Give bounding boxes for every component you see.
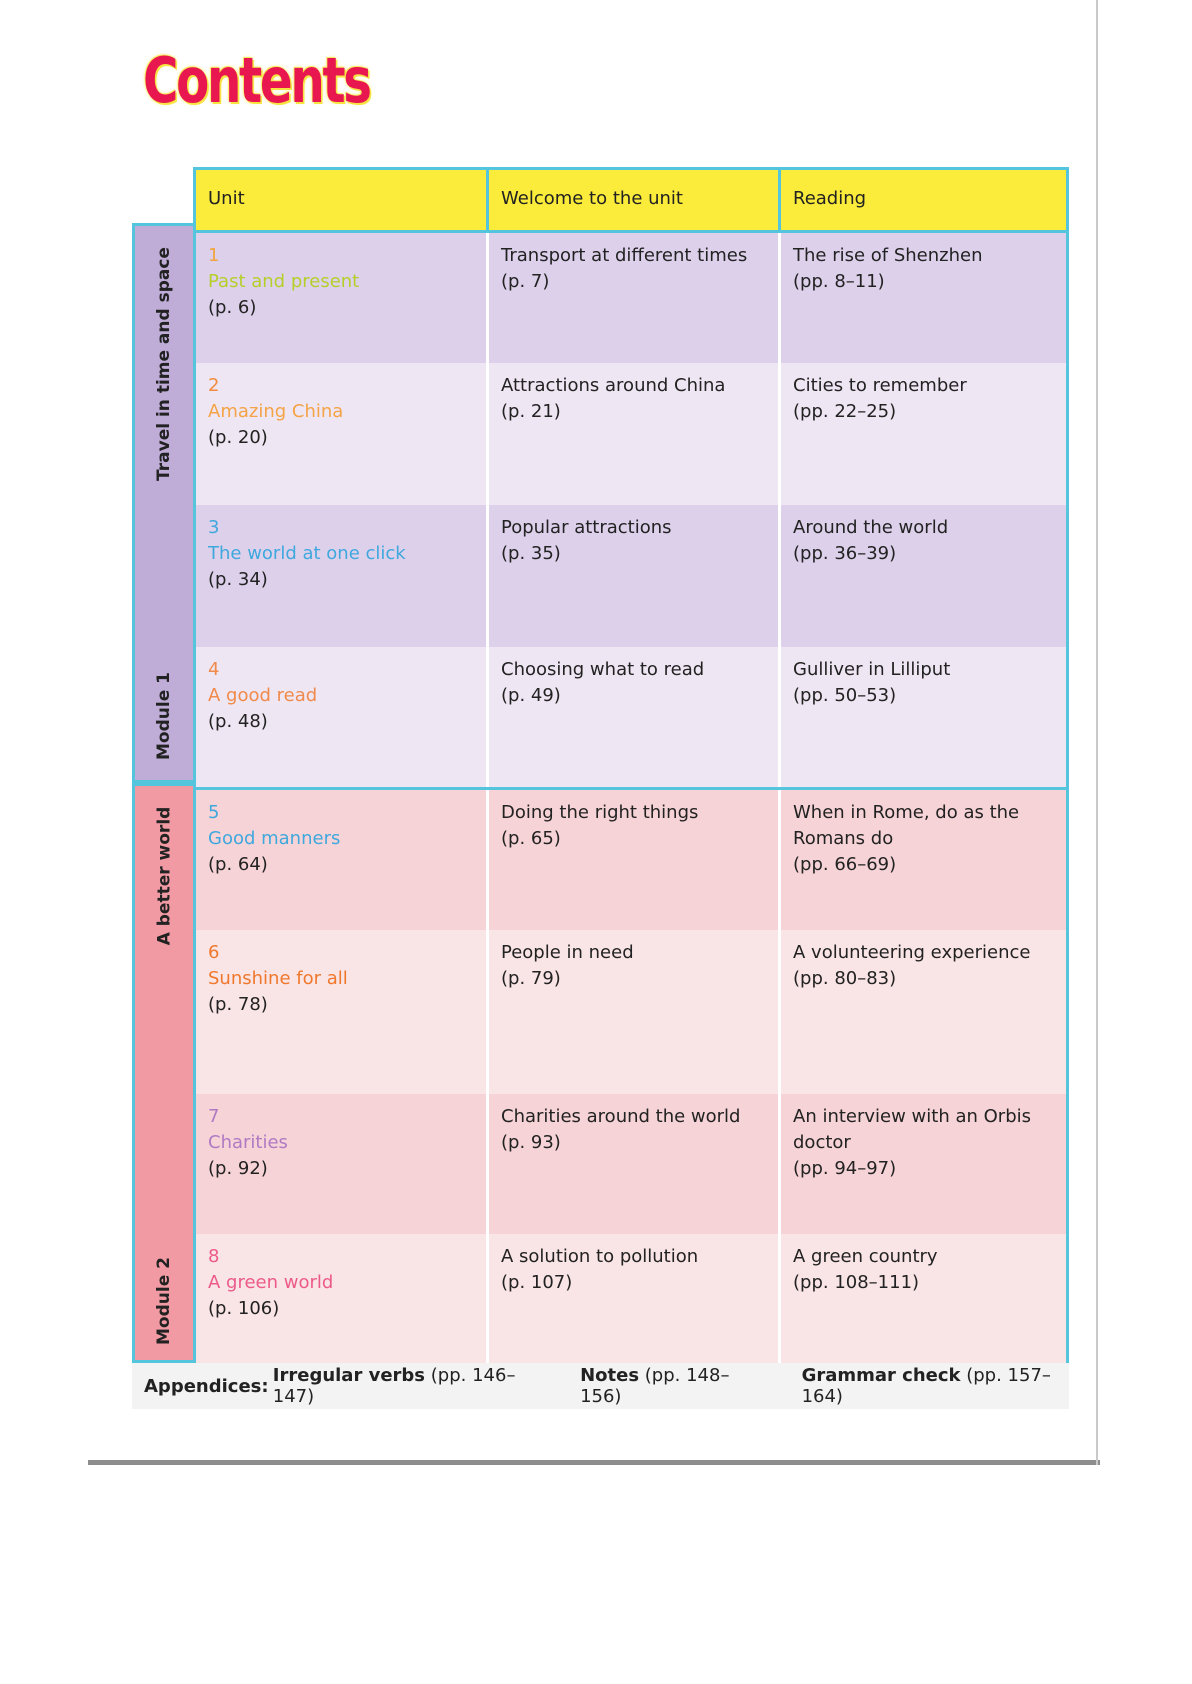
appendix-pages: (pp. 148–156) xyxy=(580,1365,730,1407)
unit-row-6 xyxy=(196,930,1066,1094)
reading-title: The rise of Shenzhen xyxy=(793,245,983,266)
unit-name: The world at one click xyxy=(208,543,406,564)
unit-page: (p. 106) xyxy=(208,1298,280,1319)
reading-title: Around the world xyxy=(793,517,949,538)
header-welcome: Welcome to the unit xyxy=(486,170,778,230)
reading-cell xyxy=(778,790,1066,930)
header-reading: Reading xyxy=(778,170,1066,230)
welcome-cell xyxy=(486,233,778,363)
welcome-cell xyxy=(486,505,778,647)
module-1-theme-label: Travel in time and space xyxy=(154,247,174,481)
reading-cell xyxy=(778,1094,1066,1234)
unit-number: 2 xyxy=(208,375,220,396)
unit-row-2 xyxy=(196,363,1066,505)
reading-page: (pp. 108–111) xyxy=(793,1272,920,1293)
unit-number: 5 xyxy=(208,802,220,823)
table-header xyxy=(196,170,1066,233)
appendix-grammar-check xyxy=(802,1365,1069,1407)
reading-title: A green country xyxy=(793,1246,938,1267)
unit-name: Charities xyxy=(208,1132,288,1153)
module-1-label: Module 1 xyxy=(154,672,175,760)
reading-cell xyxy=(778,233,1066,363)
welcome-title: Choosing what to read xyxy=(501,659,705,680)
unit-name: Past and present xyxy=(208,271,360,292)
unit-cell xyxy=(196,1094,486,1234)
unit-row-4 xyxy=(196,647,1066,790)
welcome-title: Doing the right things xyxy=(501,802,699,823)
unit-cell xyxy=(196,1234,486,1364)
reading-cell xyxy=(778,505,1066,647)
unit-name: A green world xyxy=(208,1272,334,1293)
reading-page: (pp. 50–53) xyxy=(793,685,897,706)
welcome-page: (p. 93) xyxy=(501,1132,561,1153)
unit-name: A good read xyxy=(208,685,318,706)
welcome-page: (p. 79) xyxy=(501,968,561,989)
unit-page: (p. 6) xyxy=(208,297,257,318)
unit-name: Good manners xyxy=(208,828,341,849)
reading-title: A volunteering experience xyxy=(793,942,1031,963)
module-1-bar xyxy=(132,223,193,783)
reading-title: Cities to remember xyxy=(793,375,967,396)
page-edge xyxy=(1096,0,1098,1465)
unit-page: (p. 34) xyxy=(208,569,268,590)
welcome-title: Charities around the world xyxy=(501,1106,741,1127)
module-2-label: Module 2 xyxy=(154,1257,175,1345)
welcome-title: Popular attractions xyxy=(501,517,672,538)
appendix-irregular-verbs xyxy=(273,1365,534,1407)
reading-page: (pp. 8–11) xyxy=(793,271,885,292)
welcome-page: (p. 65) xyxy=(501,828,561,849)
appendix-name: Grammar check xyxy=(801,1365,961,1386)
unit-page: (p. 20) xyxy=(208,427,268,448)
unit-number: 1 xyxy=(208,245,220,266)
unit-page: (p. 64) xyxy=(208,854,268,875)
reading-page: (pp. 66–69) xyxy=(793,854,897,875)
unit-number: 3 xyxy=(208,517,220,538)
unit-page: (p. 78) xyxy=(208,994,268,1015)
module-1-theme xyxy=(135,234,193,494)
unit-name: Sunshine for all xyxy=(208,968,348,989)
unit-number: 8 xyxy=(208,1246,220,1267)
unit-cell xyxy=(196,233,486,363)
unit-page: (p. 48) xyxy=(208,711,268,732)
welcome-page: (p. 35) xyxy=(501,543,561,564)
unit-number: 6 xyxy=(208,942,220,963)
unit-name: Amazing China xyxy=(208,401,344,422)
welcome-title: Attractions around China xyxy=(501,375,726,396)
welcome-title: Transport at different times xyxy=(501,245,748,266)
unit-number: 4 xyxy=(208,659,220,680)
welcome-page: (p. 7) xyxy=(501,271,550,292)
unit-cell xyxy=(196,505,486,647)
unit-cell xyxy=(196,363,486,505)
reading-cell xyxy=(778,930,1066,1094)
unit-row-3 xyxy=(196,505,1066,647)
welcome-page: (p. 107) xyxy=(501,1272,573,1293)
reading-cell xyxy=(778,1234,1066,1364)
header-unit: Unit xyxy=(208,188,245,209)
unit-cell xyxy=(196,647,486,787)
appendix-name: Notes xyxy=(580,1365,640,1386)
welcome-title: A solution to pollution xyxy=(501,1246,699,1267)
reading-cell xyxy=(778,363,1066,505)
welcome-cell xyxy=(486,790,778,930)
welcome-cell xyxy=(486,647,778,787)
module-1-label-wrap xyxy=(135,656,193,776)
unit-row-5 xyxy=(196,790,1066,930)
unit-cell xyxy=(196,930,486,1094)
appendix-name: Irregular verbs xyxy=(272,1365,426,1386)
unit-row-8 xyxy=(196,1234,1066,1364)
appendix-notes xyxy=(580,1365,755,1407)
reading-page: (pp. 94–97) xyxy=(793,1158,897,1179)
welcome-page: (p. 49) xyxy=(501,685,561,706)
unit-row-1 xyxy=(196,233,1066,363)
reading-title: When in Rome, do as the Romans do xyxy=(793,802,1020,849)
unit-page: (p. 92) xyxy=(208,1158,268,1179)
module-2-bar xyxy=(132,783,193,1363)
welcome-cell xyxy=(486,363,778,505)
reading-page: (pp. 22–25) xyxy=(793,401,897,422)
welcome-cell xyxy=(486,930,778,1094)
bottom-rule xyxy=(88,1460,1100,1465)
unit-cell xyxy=(196,790,486,930)
contents-table xyxy=(193,167,1069,1367)
appendices xyxy=(132,1363,1069,1409)
welcome-cell xyxy=(486,1094,778,1234)
reading-title: Gulliver in Lilliput xyxy=(793,659,951,680)
appendix-pages: (pp. 146–147) xyxy=(272,1365,516,1407)
module-2-theme-label: A better world xyxy=(154,806,174,946)
reading-title: An interview with an Orbis doctor xyxy=(793,1106,1031,1153)
unit-number: 7 xyxy=(208,1106,220,1127)
appendix-pages: (pp. 157–164) xyxy=(801,1365,1051,1407)
unit-row-7 xyxy=(196,1094,1066,1234)
module-2-theme xyxy=(135,796,193,956)
welcome-cell xyxy=(486,1234,778,1364)
page-title: Contents xyxy=(143,44,370,117)
reading-cell xyxy=(778,647,1066,787)
appendices-label: Appendices: xyxy=(144,1375,269,1397)
module-2-label-wrap xyxy=(135,1241,193,1361)
reading-page: (pp. 36–39) xyxy=(793,543,897,564)
reading-page: (pp. 80–83) xyxy=(793,968,897,989)
welcome-title: People in need xyxy=(501,942,634,963)
welcome-page: (p. 21) xyxy=(501,401,561,422)
